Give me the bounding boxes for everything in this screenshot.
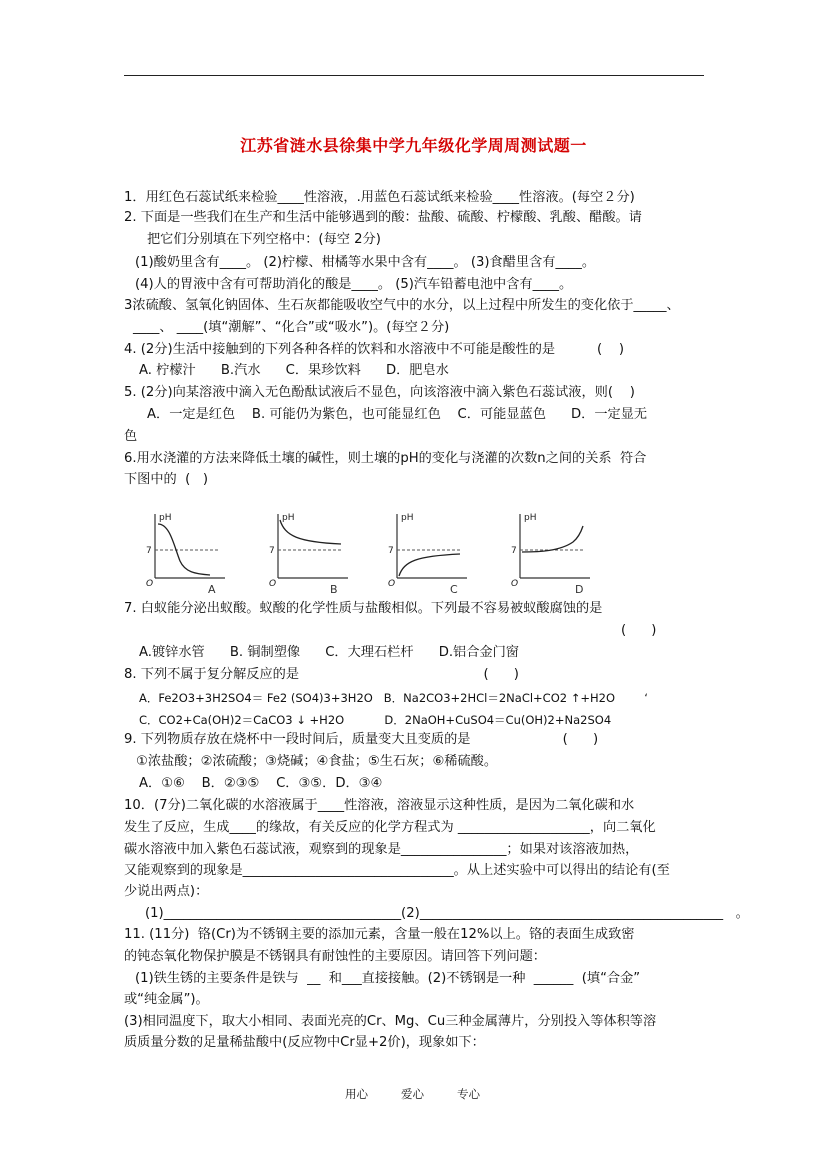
graph-d-seven: 7: [511, 546, 517, 556]
footer-text-1: 用心: [345, 1087, 368, 1101]
graph-d-origin: O: [511, 579, 519, 589]
graph-d: [505, 506, 615, 596]
question-11-line2: 的钝态氧化物保护膜是不锈钢具有耐蚀性的主要原因。请回答下列问题：: [124, 949, 546, 964]
question-6: 6.用水浇灌的方法来降低土壤的碱性，则土壤的pH的变化与浇灌的次数n之间的关系 符合: [124, 451, 647, 466]
question-9-items: ①浓盐酸；②浓硫酸；③烧碱；④食盐；⑤生石灰；⑥稀硫酸。: [136, 754, 498, 769]
graph-a-origin: O: [146, 579, 154, 589]
question-10-line4: 又能观察到的现象是________________________________。从上述实验中可以得出的结论有(至: [124, 863, 670, 878]
question-4: 4. (2分)生活中接触到的下列各种各样的饮料和水溶液中不可能是酸性的是 ( ): [124, 342, 625, 357]
question-3: 3浓硫酸、氢氧化钠固体、生石灰都能吸收空气中的水分，以上过程中所发生的变化依于_____、: [124, 298, 680, 313]
question-4-options: A. 柠檬汁 B.汽水 C．果珍饮料 D．肥皂水: [139, 363, 449, 378]
graph-a-ylabel: pH: [159, 513, 172, 523]
question-10: 10．(7分)二氧化碳的水溶液属于____性溶液，溶液显示这种性质，是因为二氧化碳和水: [124, 798, 635, 813]
question-2-cont: 把它们分别填在下列空格中：(每空 2分): [147, 232, 381, 247]
graph-c: [382, 506, 492, 596]
question-8-options-ab: A．Fe2O3+3H2SO4＝ Fe2 (SO4)3+3H2O B．Na2CO3+2HCl＝2NaCl+CO2 ↑+H2O ‘: [139, 691, 648, 705]
question-8: 8. 下列不属于复分解反应的是 ( ): [124, 667, 519, 682]
graph-d-ylabel: pH: [524, 513, 537, 523]
question-1: 1．用红色石蕊试纸来检验____性溶液，.用蓝色石蕊试纸来检验____性溶液。(每空２分): [124, 190, 635, 205]
question-11-part3-cont: 质质量分数的足量稀盐酸中(反应物中Cr显+2价)，现象如下：: [124, 1035, 485, 1050]
question-10-line2: 发生了反应，生成____的缘故，有关反应的化学方程式为 ____________________，向二氧化: [124, 820, 656, 835]
question-5-options-cont: 色: [124, 429, 138, 444]
question-7-answer: ( ): [621, 623, 657, 638]
graph-b-ylabel: pH: [282, 513, 295, 523]
question-11-part1-cont: 或“纯金属”)。: [124, 992, 209, 1007]
question-7-options: A.镀锌水管 B. 铜制塑像 C．大理石栏杆 D.铝合金门窗: [139, 645, 519, 660]
question-10-line3: 碳水溶液中加入紫色石蕊试液，观察到的现象是________________；如果对该溶液加热，: [124, 842, 639, 857]
question-9-options: A．①⑥ B．②③⑤ C．③⑤．D．③④: [139, 776, 383, 791]
question-11-part3: (3)相同温度下，取大小相同、表面光亮的Cr、Mg、Cu三种金属薄片，分别投入等体积等溶: [124, 1014, 657, 1029]
graph-label-b: B: [330, 583, 338, 596]
graph-a: [140, 506, 250, 596]
question-9: 9. 下列物质存放在烧杯中一段时间后，质量变大且变质的是 ( ): [124, 732, 599, 747]
page-title: 江苏省涟水县徐集中学九年级化学周周测试题一: [240, 136, 587, 155]
footer-text-3: 专心: [457, 1087, 480, 1101]
footer-text-2: 爱心: [401, 1087, 424, 1101]
question-11-part1: (1)铁生锈的主要条件是铁与 __ 和___直接接触。(2)不锈钢是一种 ______ (填“合金”: [135, 971, 641, 986]
header-rule: [124, 75, 704, 76]
graph-label-c: C: [450, 583, 458, 596]
graph-label-d: D: [575, 583, 584, 596]
question-10-line5: 少说出两点)：: [124, 884, 209, 899]
graph-label-a: A: [208, 583, 216, 596]
question-10-answers: (1)____________________________________(2)______________________________________________ 。: [145, 906, 749, 921]
question-5: 5. (2分)向某溶液中滴入无色酚酞试液后不显色，向该溶液中滴入紫色石蕊试液，则( ): [124, 385, 635, 400]
graph-a-seven: 7: [146, 546, 152, 556]
question-3-cont: ____、 ____(填“潮解”、“化合”或“吸水”)。(每空２分): [133, 320, 450, 335]
question-6-cont: 下图中的 ( ): [124, 472, 208, 487]
graph-c-ylabel: pH: [401, 513, 414, 523]
question-8-options-cd: C．CO2+Ca(OH)2＝CaCO3 ↓ +H2O D．2NaOH+CuSO4＝Cu(OH)2+Na2SO4: [139, 713, 612, 727]
graph-b-seven: 7: [269, 546, 275, 556]
question-2: 2. 下面是一些我们在生产和生活中能够遇到的酸：盐酸、硫酸、柠檬酸、乳酸、醋酸。请: [124, 210, 642, 225]
graph-b-origin: O: [269, 579, 277, 589]
question-2-blanks-b: (4)人的胃液中含有可帮助消化的酸是____。 (5)汽车铅蓄电池中含有____。: [135, 277, 573, 292]
graph-b: [263, 506, 373, 596]
graph-c-origin: O: [388, 579, 396, 589]
question-11: 11. (11分) 铬(Cr)为不锈钢主要的添加元素，含量一般在12%以上。铬的表面生成致密: [124, 927, 635, 942]
graph-c-seven: 7: [388, 546, 394, 556]
question-2-blanks-a: (1)酸奶里含有____。 (2)柠檬、柑橘等水果中含有____。 (3)食醋里含有____。: [135, 255, 596, 270]
question-7: 7. 白蚁能分泌出蚁酸。蚁酸的化学性质与盐酸相似。下列最不容易被蚁酸腐蚀的是: [124, 601, 603, 616]
question-5-options: A．一定是红色 B. 可能仍为紫色，也可能显红色 C．可能显蓝色 D．一定显无: [147, 407, 648, 422]
